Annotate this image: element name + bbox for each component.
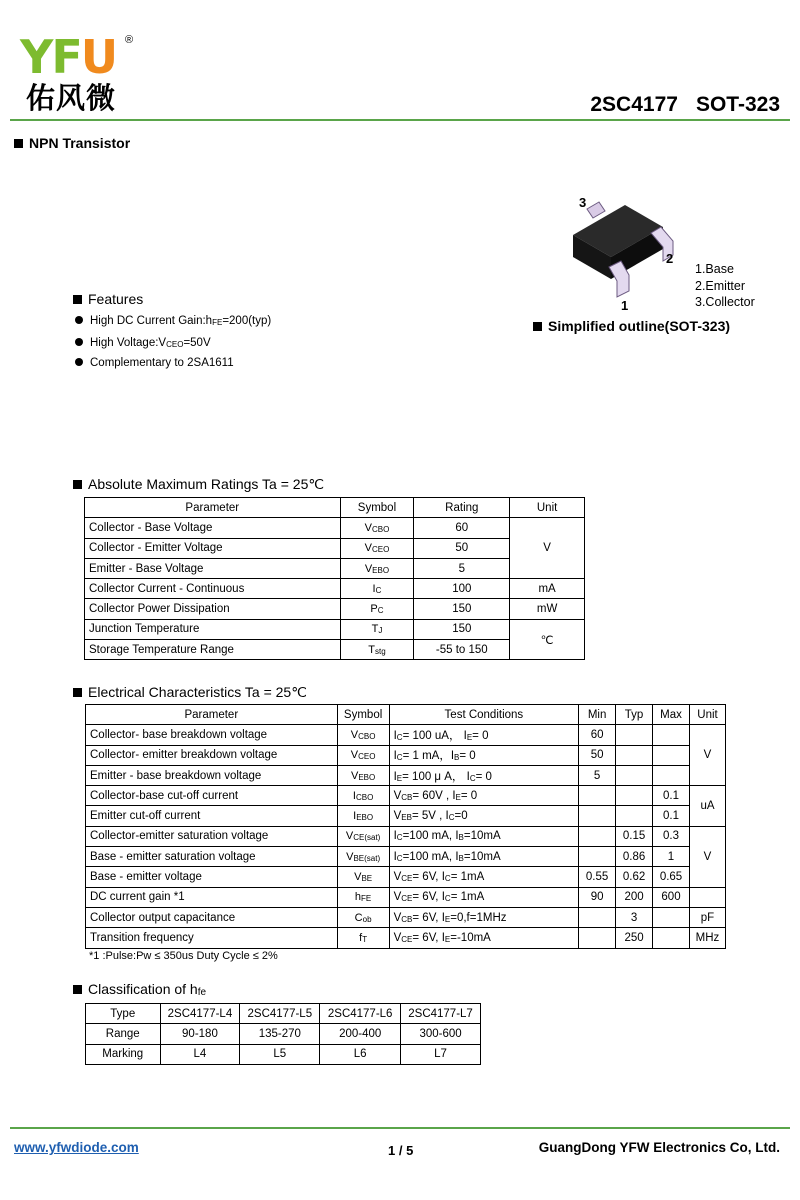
- table-row: [86, 725, 726, 745]
- pin-legend-collector: 3.Collector: [695, 295, 755, 309]
- min-cell: [579, 928, 616, 948]
- rating-cell: 100: [414, 579, 510, 599]
- table-row: [86, 786, 726, 806]
- min-cell: 50: [579, 745, 616, 765]
- table-row: [85, 640, 585, 660]
- classification-cell: 200-400: [320, 1024, 401, 1044]
- table-row: [85, 558, 585, 578]
- unit-cell: pF: [689, 907, 725, 927]
- test-condition-cell: $I_C= 1$ mA，$I_B= 0$: [389, 745, 579, 765]
- min-cell: 60: [579, 725, 616, 745]
- max-cell: [653, 725, 690, 745]
- elec-char-heading: Electrical Characteristics Ta = 25℃: [73, 684, 307, 701]
- classification-cell: 2SC4177-L7: [401, 1004, 481, 1024]
- typ-cell: [616, 806, 653, 826]
- logo-chinese-name: 佑风微: [26, 81, 117, 115]
- test-condition-cell: $I_C= 100$ uA， $I_E= 0$: [389, 725, 579, 745]
- round-bullet-icon: [75, 338, 83, 346]
- parameter-cell: Emitter cut-off current: [86, 806, 338, 826]
- rating-cell: 50: [414, 538, 510, 558]
- symbol-cell: $V_{CE(sat)}$: [337, 826, 389, 846]
- parameter-cell: Collector output capacitance: [86, 907, 338, 927]
- parameter-cell: Base - emitter saturation voltage: [86, 847, 338, 867]
- logo-letter-u: U: [80, 30, 117, 84]
- parameter-cell: Emitter - base breakdown voltage: [86, 765, 338, 785]
- square-bullet-icon: [73, 985, 82, 994]
- feature-item: High $Voltage:V_{CEO}=50V$: [75, 337, 211, 349]
- parameter-cell: Storage Temperature Range: [85, 640, 341, 660]
- table-header: Unit: [689, 705, 725, 725]
- parameter-cell: Transition frequency: [86, 928, 338, 948]
- classification-cell: L6: [320, 1044, 401, 1064]
- table-header: Typ: [616, 705, 653, 725]
- feature-item: Complementary to 2SA1611: [75, 357, 234, 369]
- pin-1-label: 1: [621, 298, 629, 313]
- round-bullet-icon: [75, 316, 83, 324]
- classification-heading: Classification of $h_{fe}$: [73, 981, 206, 998]
- table-row: [86, 887, 726, 907]
- min-cell: [579, 826, 616, 846]
- classification-cell: Range: [86, 1024, 161, 1044]
- classification-cell: 2SC4177-L6: [320, 1004, 401, 1024]
- table-header: Symbol: [340, 498, 414, 518]
- min-cell: [579, 786, 616, 806]
- table-row: [85, 518, 585, 538]
- classification-cell: Type: [86, 1004, 161, 1024]
- symbol-cell: $V_{CBO}$: [337, 725, 389, 745]
- symbol-cell: $V_{BE(sat)}$: [337, 847, 389, 867]
- classification-table: [85, 1003, 481, 1065]
- table-header: Unit: [510, 498, 585, 518]
- feature-item: High DC Current $Gain:h_{FE}=200(typ)$: [75, 315, 271, 327]
- unit-cell: mW: [510, 599, 585, 619]
- table-header: Parameter: [85, 498, 341, 518]
- parameter-cell: Collector Current - Continuous: [85, 579, 341, 599]
- table-row: [86, 867, 726, 887]
- table-row: [85, 599, 585, 619]
- classification-cell: 135-270: [240, 1024, 320, 1044]
- parameter-cell: Collector - Emitter Voltage: [85, 538, 341, 558]
- parameter-cell: Emitter - Base Voltage: [85, 558, 341, 578]
- package-name: SOT-323: [695, 93, 780, 116]
- table-row: [86, 826, 726, 846]
- table-header-row: [85, 498, 585, 518]
- abs-max-heading: Absolute Maximum Ratings Ta = 25℃: [73, 476, 324, 493]
- table-header-row: [86, 705, 726, 725]
- test-condition-cell: $I_C=100$ mA, $I_B=10mA$: [389, 826, 579, 846]
- logo-letter-y: Y: [20, 30, 52, 84]
- company-logo: [20, 30, 117, 84]
- logo-letter-f: F: [51, 30, 81, 84]
- table-row: [85, 619, 585, 639]
- symbol-cell: $I_{CBO}$: [337, 786, 389, 806]
- unit-cell: MHz: [689, 928, 725, 948]
- test-condition-cell: $V_{CB}= 6V$, $I_E=0,f=1MHz$: [389, 907, 579, 927]
- rating-cell: 150: [414, 599, 510, 619]
- pulse-footnote: *1 :Pulse:Pw ≤ 350us Duty Cycle ≤ 2%: [89, 950, 278, 962]
- pin-legend-emitter: 2.Emitter: [695, 278, 746, 293]
- typ-cell: [616, 765, 653, 785]
- symbol-cell: $h_{FE}$: [337, 887, 389, 907]
- square-bullet-icon: [73, 480, 82, 489]
- rating-cell: 150: [414, 619, 510, 639]
- table-row: [85, 538, 585, 558]
- table-header: Parameter: [86, 705, 338, 725]
- min-cell: [579, 907, 616, 927]
- table-row: [86, 806, 726, 826]
- classification-cell: Marking: [86, 1044, 161, 1064]
- pin-3-lead: [587, 202, 605, 218]
- footer-divider: [10, 1127, 790, 1129]
- symbol-cell: $P_C$: [340, 599, 414, 619]
- abs-max-table: [84, 497, 585, 660]
- round-bullet-icon: [75, 358, 83, 366]
- classification-cell: L7: [401, 1044, 481, 1064]
- square-bullet-icon: [533, 322, 542, 331]
- parameter-cell: Junction Temperature: [85, 619, 341, 639]
- parameter-cell: Collector - Base Voltage: [85, 518, 341, 538]
- classification-cell: 300-600: [401, 1024, 481, 1044]
- table-header: Symbol: [337, 705, 389, 725]
- features-heading: Features: [73, 291, 143, 307]
- max-cell: [653, 765, 690, 785]
- symbol-cell: $V_{CBO}$: [340, 518, 414, 538]
- classification-cell: L5: [240, 1044, 320, 1064]
- pin-legend: [695, 261, 755, 311]
- pin-3-label: 3: [579, 195, 587, 210]
- max-cell: 0.1: [653, 806, 690, 826]
- min-cell: [579, 806, 616, 826]
- typ-cell: 250: [616, 928, 653, 948]
- typ-cell: [616, 745, 653, 765]
- unit-cell: ℃: [510, 619, 585, 660]
- max-cell: [653, 745, 690, 765]
- table-row: [86, 745, 726, 765]
- pin-legend-base: 1.Base: [695, 262, 734, 276]
- registered-mark: ®: [125, 34, 134, 46]
- table-row: [86, 907, 726, 927]
- table-header: Min: [579, 705, 616, 725]
- table-header: Test Conditions: [389, 705, 579, 725]
- max-cell: 600: [653, 887, 690, 907]
- parameter-cell: Collector Power Dissipation: [85, 599, 341, 619]
- typ-cell: 0.62: [616, 867, 653, 887]
- test-condition-cell: $V_{CE}= 6V$, $I_E=-10mA$: [389, 928, 579, 948]
- rating-cell: 60: [414, 518, 510, 538]
- min-cell: 5: [579, 765, 616, 785]
- page-number: 1 / 5: [388, 1143, 414, 1158]
- symbol-cell: $V_{EBO}$: [337, 765, 389, 785]
- table-row: [86, 1004, 481, 1024]
- unit-cell: V: [689, 725, 725, 786]
- typ-cell: 0.15: [616, 826, 653, 846]
- min-cell: 90: [579, 887, 616, 907]
- square-bullet-icon: [14, 139, 23, 148]
- symbol-cell: $I_C$: [340, 579, 414, 599]
- classification-cell: L4: [160, 1044, 240, 1064]
- unit-cell: V: [510, 518, 585, 579]
- table-row: [86, 847, 726, 867]
- classification-cell: 90-180: [160, 1024, 240, 1044]
- symbol-cell: $V_{EBO}$: [340, 558, 414, 578]
- test-condition-cell: $V_{CE}= 6V$, $I_C= 1mA$: [389, 887, 579, 907]
- unit-cell: uA: [689, 786, 725, 827]
- parameter-cell: Collector- emitter breakdown voltage: [86, 745, 338, 765]
- symbol-cell: $C_{ob}$: [337, 907, 389, 927]
- unit-cell: V: [689, 826, 725, 887]
- test-condition-cell: $V_{EB}= 5V$ , $I_C=0$: [389, 806, 579, 826]
- header-divider: [10, 119, 790, 121]
- website-link[interactable]: www.yfwdiode.com: [14, 1140, 139, 1155]
- table-row: [86, 928, 726, 948]
- parameter-cell: Base - emitter voltage: [86, 867, 338, 887]
- test-condition-cell: $V_{CE}= 6V$, $I_C= 1mA$: [389, 867, 579, 887]
- unit-cell: [689, 887, 725, 907]
- typ-cell: [616, 725, 653, 745]
- parameter-cell: Collector- base breakdown voltage: [86, 725, 338, 745]
- typ-cell: [616, 786, 653, 806]
- typ-cell: 200: [616, 887, 653, 907]
- table-header: Max: [653, 705, 690, 725]
- max-cell: 0.3: [653, 826, 690, 846]
- classification-cell: 2SC4177-L5: [240, 1004, 320, 1024]
- test-condition-cell: $I_C=100$ mA, $I_B=10mA$: [389, 847, 579, 867]
- part-number: 2SC4177: [590, 93, 678, 116]
- classification-cell: 2SC4177-L4: [160, 1004, 240, 1024]
- parameter-cell: Collector-base cut-off current: [86, 786, 338, 806]
- company-name: GuangDong YFW Electronics Co, Ltd.: [538, 1140, 780, 1155]
- typ-cell: 3: [616, 907, 653, 927]
- min-cell: [579, 847, 616, 867]
- package-caption: Simplified outline(SOT-323): [533, 318, 730, 334]
- max-cell: [653, 907, 690, 927]
- symbol-cell: $T_J$: [340, 619, 414, 639]
- max-cell: 0.1: [653, 786, 690, 806]
- max-cell: 0.65: [653, 867, 690, 887]
- pin-2-label: 2: [666, 251, 674, 266]
- test-condition-cell: $I_E= 100$ μ A， $I_C= 0$: [389, 765, 579, 785]
- elec-char-table: [85, 704, 726, 949]
- rating-cell: 5: [414, 558, 510, 578]
- symbol-cell: $f_T$: [337, 928, 389, 948]
- table-row: [86, 765, 726, 785]
- table-row: [86, 1044, 481, 1064]
- symbol-cell: $V_{CEO}$: [337, 745, 389, 765]
- square-bullet-icon: [73, 295, 82, 304]
- parameter-cell: DC current gain *1: [86, 887, 338, 907]
- typ-cell: 0.86: [616, 847, 653, 867]
- parameter-cell: Collector-emitter saturation voltage: [86, 826, 338, 846]
- square-bullet-icon: [73, 688, 82, 697]
- symbol-cell: $T_{stg}$: [340, 640, 414, 660]
- rating-cell: -55 to 150: [414, 640, 510, 660]
- min-cell: 0.55: [579, 867, 616, 887]
- symbol-cell: $V_{CEO}$: [340, 538, 414, 558]
- page-title: [572, 93, 780, 117]
- symbol-cell: $V_{BE}$: [337, 867, 389, 887]
- table-row: [85, 579, 585, 599]
- symbol-cell: $I_{EBO}$: [337, 806, 389, 826]
- unit-cell: mA: [510, 579, 585, 599]
- max-cell: [653, 928, 690, 948]
- device-type-heading: NPN Transistor: [14, 135, 130, 151]
- table-row: [86, 1024, 481, 1044]
- test-condition-cell: $V_{CB}= 60V$ , $I_E= 0$: [389, 786, 579, 806]
- table-header: Rating: [414, 498, 510, 518]
- max-cell: 1: [653, 847, 690, 867]
